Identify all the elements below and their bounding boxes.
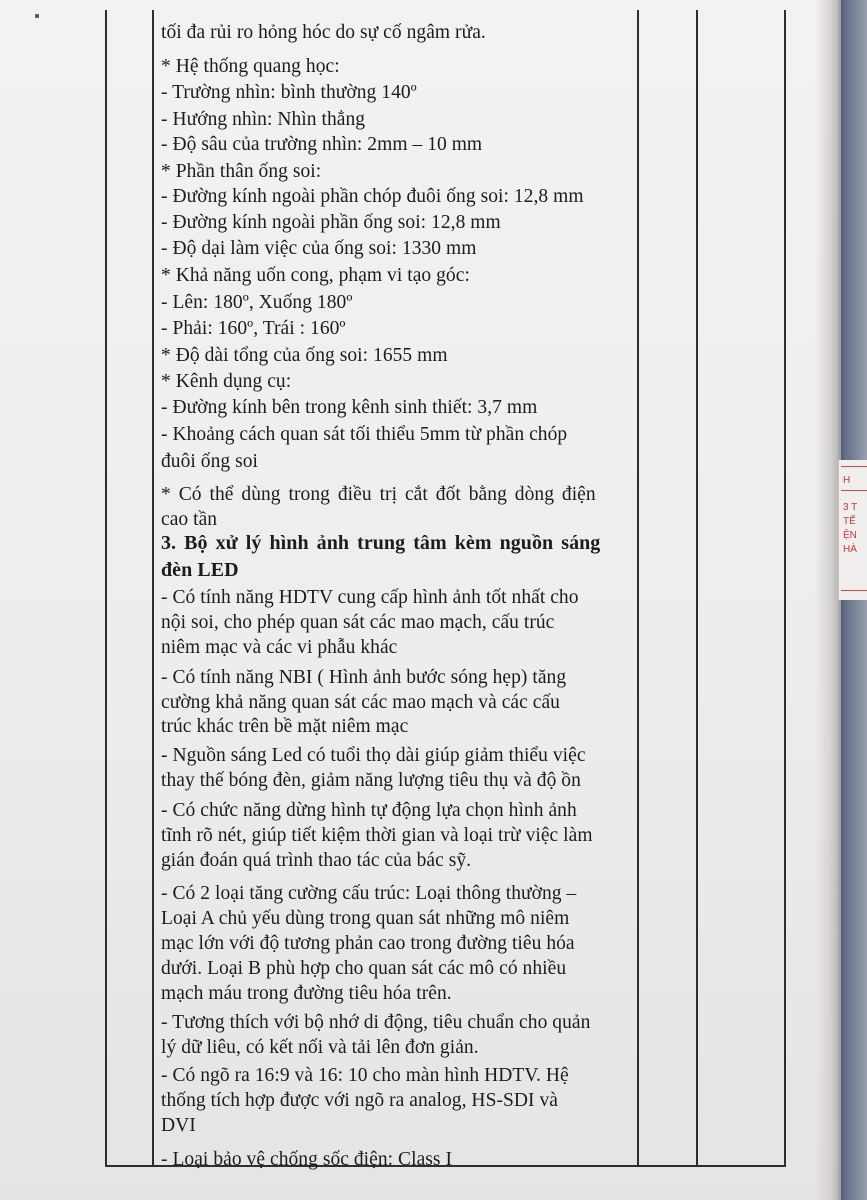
spec-text-line: - Đường kính bên trong kênh sinh thiết: 3,7 mm [161,397,538,418]
spec-text-line: nội soi, cho phép quan sát các mao mạch, cấu trúc [161,612,555,633]
spec-text-line: - Có tính năng NBI ( Hình ảnh bước sóng hẹp) tăng [161,667,567,688]
stamp-text: ỆN [843,530,857,541]
stamp-text: 3 T [843,502,858,513]
spec-text-line: - Độ dại làm việc của ống soi: 1330 mm [161,238,477,259]
stamp-text: HÀ [843,544,857,555]
spec-text-line: trúc khác trên bề mặt niêm mạc [161,716,409,737]
spec-text-line: tối đa rủi ro hỏng hóc do sự cố ngâm rửa. [161,22,486,43]
spec-text-line: thay thế bóng đèn, giảm năng lượng tiêu thụ và độ ồn [161,770,581,791]
stamp-text: H [843,475,851,486]
spec-text-line: - Có ngõ ra 16:9 và 16: 10 cho màn hình HDTV. Hệ [161,1065,569,1086]
spec-text-line: mạc lớn với độ tương phản cao trong đường tiêu hóa [161,933,575,954]
table-border-right [784,10,786,1167]
spec-text-line: đuôi ống soi [161,451,259,472]
spec-text-line: Loại A chủ yếu dùng trong quan sát những mô niêm [161,908,570,929]
spec-text-line: - Trường nhìn: bình thường 140º [161,82,417,103]
spec-text-line: - Hướng nhìn: Nhìn thẳng [161,109,366,130]
ink-dot [35,14,39,18]
spec-text-line: - Phải: 160º, Trái : 160º [161,318,346,339]
section-heading-line: 3. Bộ xử lý hình ảnh trung tâm kèm nguồn sáng [161,532,601,554]
table-column-divider [637,10,639,1167]
spec-text-line: thống tích hợp được với ngõ ra analog, HS-SDI và [161,1090,559,1111]
spec-text-line: - Lên: 180º, Xuống 180º [161,292,353,313]
section-heading-line: đèn LED [161,559,239,581]
spec-text-line: tĩnh rõ nét, giúp tiết kiệm thời gian và loại trừ việc làm [161,825,593,846]
stamp-text: TẾ [843,516,856,527]
spec-text-line: * Phần thân ống soi: [161,161,322,182]
spec-text-line: - Đường kính ngoài phần ống soi: 12,8 mm [161,212,501,233]
spec-text-line: cường khả năng quan sát các mao mạch và các cấu [161,692,560,713]
spec-text-line: cao tần [161,509,218,530]
spec-text-line: gián đoán quá trình thao tác của bác sỹ. [161,850,472,871]
table-column-divider [696,10,698,1167]
stamp-rule [841,590,867,591]
spec-text-line: * Độ dài tổng của ống soi: 1655 mm [161,345,448,366]
spec-text-line: dưới. Loại B phù hợp cho quan sát các mô có nhiều [161,958,567,979]
spec-text-line: - Đường kính ngoài phần chóp đuôi ống soi: 12,8 mm [161,186,584,207]
spec-text-line: - Khoảng cách quan sát tối thiểu 5mm từ phần chóp [161,424,568,445]
table-column-divider [152,10,154,1167]
spec-text-line: * Khả năng uốn cong, phạm vi tạo góc: [161,265,470,286]
spec-text-line: - Loại bảo vệ chống sốc điện: Class I [161,1149,453,1170]
spec-text-line: niêm mạc và các vi phẫu khác [161,637,398,658]
page-edge-shadow [815,0,841,1200]
table-border-left [105,10,107,1167]
spec-text-line: * Kênh dụng cụ: [161,371,292,392]
spec-text-line: - Có chức năng dừng hình tự động lựa chọn hình ảnh [161,800,577,821]
spec-text-line: - Tương thích với bộ nhớ di động, tiêu chuẩn cho quản [161,1012,591,1033]
spec-text-line: mạch máu trong đường tiêu hóa trên. [161,983,452,1004]
spec-text-line: * Có thể dùng trong điều trị cắt đốt bằng dòng điện [161,484,596,505]
stamp-rule [841,490,867,491]
spec-text-line: - Có 2 loại tăng cường cấu trúc: Loại thông thường – [161,883,577,904]
spec-text-line: DVI [161,1115,196,1136]
spec-text-line: - Nguồn sáng Led có tuổi thọ dài giúp giảm thiểu việc [161,745,586,766]
spec-text-line: * Hệ thống quang học: [161,56,340,77]
stamp-rule [841,466,867,467]
stamp-fragment [838,460,867,600]
spec-text-line: lý dữ liêu, có kết nối và tải lên đơn giản. [161,1037,479,1058]
spec-text-line: - Độ sâu của trường nhìn: 2mm – 10 mm [161,134,483,155]
spec-text-line: - Có tính năng HDTV cung cấp hình ảnh tốt nhất cho [161,587,579,608]
